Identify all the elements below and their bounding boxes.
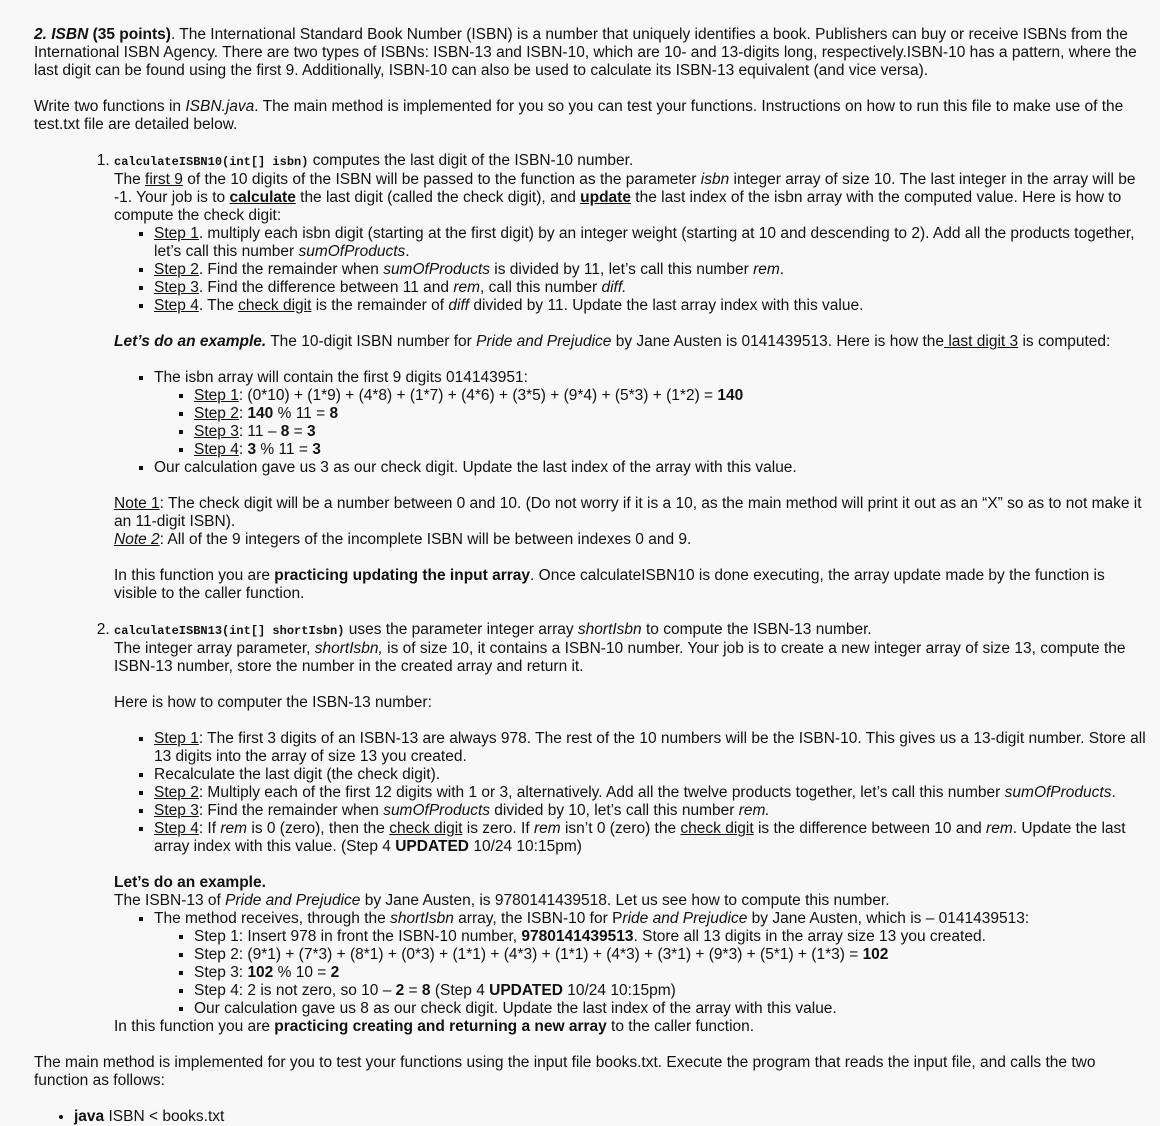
list-item: ▪ Step 2: Multiply each of the first 12 digits with 1 or 3, alternatively. Add all the twelve products together, let’s call this number sumOfProducts. — [154, 784, 1148, 802]
list-item: ▪ Step 4: 2 is not zero, so 10 – 2 = 8 (Step 4 UPDATED 10/24 10:15pm) — [194, 982, 1148, 1000]
points-label: (35 points) — [92, 26, 171, 43]
command-list — [34, 1108, 1148, 1126]
main-method-paragraph: The main method is implemented for you to test your functions using the input file books.txt. Execute the program that reads the input file, and calls the two function as follows: — [34, 1054, 1096, 1089]
list-item: ▪ The method receives, through the shortIsbn array, the ISBN-10 for Pride and Prejudice by Jane Austen, which is – 0141439513: ▪ Step 1: Insert 978 in front the ISBN-10 number, 9780141439513. Store all 13 digits in the array size 13 you created. ▪ Step 2: (9*1) + (7*3) + (8*1) + (0*3) + (1*1) + (4*3) + (1*1) + (4*3) + (3*1) + (9*3) + (5*1) + (1*3) = 102 ▪ Step 3: 102 % 10 = 2 ▪ Step 4: 2 is not zero, so 10 – 2 = 8 (Step 4 UPDATED 10/24 10:15pm) ▪ Our calculation gave us 8 as our check digit. Update the last index of the array with this value. — [154, 910, 1148, 1018]
function-signature: calculateISBN10(int[] isbn) — [114, 155, 309, 169]
note-2: Note 2: All of the 9 integers of the incomplete ISBN will be between indexes 0 and 9. — [114, 531, 692, 548]
write-paragraph: Write two functions in ISBN.java. The main method is implemented for you so you can test your functions. Instructions on how to run this file to make use of the test.txt file are detailed below. — [34, 98, 1124, 133]
list-item: ▪ Step 1: The first 3 digits of an ISBN-13 are always 978. The rest of the 10 numbers will be the ISBN-10. This gives us a 13-digit number. Store all 13 digits into the array of size 13 you created. — [154, 730, 1148, 766]
list-item: ▪ Step 2. Find the remainder when sumOfProducts is divided by 11, let’s call this number rem. — [154, 261, 1148, 279]
example-steps — [154, 387, 1148, 459]
note-1: Note 1: The check digit will be a number between 0 and 10. (Do not worry if it is a 10, as the main method will print it out as an “X” so as to not make it an 11-digit ISBN). — [114, 495, 1142, 530]
list-item: ▪ Step 2: 140 % 11 = 8 — [194, 405, 1148, 423]
function-item-isbn10: 1. calculateISBN10(int[] isbn) computes the last digit of the ISBN-10 number. The first 9 of the 10 digits of the ISBN will be passed to the function as the parameter isbn integer array of size 10. The last integer in the array will be -1. Your job is to calculate the last digit (called the check digit), and update the last index of the isbn array with the computed value. Here is how to compute the check digit: ▪ Step 1. multiply each isbn digit (starting at the first digit) by an integer weight (starting at 10 and descending to 2). Add all the products together, let’s call this number sumOfProducts. ▪ Step 2. Find the remainder when sumOfProducts is divided by 11, let’s call this number rem. ▪ Step 3. Find the difference between 11 and rem, call this number diff. ▪ Step 4. The check digit is the remainder of diff divided by 11. Update the last array index with this value. Let’s do an example. The 10-digit ISBN number for Pride and Prejudice by Jane Austen is 0141439513. Here is how the last digit 3 is computed: ▪ The isbn array will contain the first 9 digits 014143951: ▪ Step 1: (0*10) + (1*9) + (4*8) + (1*7) + (4*6) + (3*5) + (9*4) + (5*3) + (1*2) = 140 ▪ Step 2: 140 % 11 = 8 ▪ Step 3: 11 – 8 = 3 ▪ Step 4: 3 % 11 = 3 ▪ Our calculation gave us 3 as our check digit. Update the last index of the array with this value. Note 1: The check digit will be a number between 0 and 10. (Do not worry if it is a 10, as the main method will print it out as an “X” so as to not make it an 11-digit ISBN). Note 2: All of the 9 integers of the incomplete ISBN will be between indexes 0 and 9. In this function you are practicing updating the input array. Once calculateISBN10 is done executing, the array update made by the function is visible to the caller function. — [114, 152, 1148, 603]
practice-note: In this function you are practicing updating the input array. Once calculateISBN10 is done executing, the array update made by the function is visible to the caller function. — [114, 567, 1105, 602]
practice-note: In this function you are practicing creating and returning a new array to the caller function. — [114, 1018, 755, 1035]
command-item: • java ISBN < books.txt — [74, 1108, 1148, 1126]
list-item: ▪ Step 3: Find the remainder when sumOfProducts divided by 10, let’s call this number rem. — [154, 802, 1148, 820]
list-item: ▪ Step 1: (0*10) + (1*9) + (4*8) + (1*7) + (4*6) + (3*5) + (9*4) + (5*3) + (1*2) = 140 — [194, 387, 1148, 405]
function-item-isbn13: 2. calculateISBN13(int[] shortIsbn) uses the parameter integer array shortIsbn to compute the ISBN-13 number. The integer array parameter, shortIsbn, is of size 10, it contains a ISBN-10 number. Your job is to create a new integer array of size 13, compute the ISBN-13 number, store the number in the created array and return it. Here is how to computer the ISBN-13 number: ▪ Step 1: The first 3 digits of an ISBN-13 are always 978. The rest of the 10 numbers will be the ISBN-10. This gives us a 13-digit number. Store all 13 digits into the array of size 13 you created. ▪ Recalculate the last digit (the check digit). ▪ Step 2: Multiply each of the first 12 digits with 1 or 3, alternatively. Add all the twelve products together, let’s call this number sumOfProducts. ▪ Step 3: Find the remainder when sumOfProducts divided by 10, let’s call this number rem. ▪ Step 4: If rem is 0 (zero), then the check digit is zero. If rem isn’t 0 (zero) the check digit is the difference between 10 and rem. Update the last array index with this value. (Step 4 UPDATED 10/24 10:15pm) Let’s do an example. The ISBN-13 of Pride and Prejudice by Jane Austen, is 9780141439518. Let us see how to compute this number. ▪ The method receives, through the shortIsbn array, the ISBN-10 for Pride and Prejudice by Jane Austen, which is – 0141439513: ▪ Step 1: Insert 978 in front the ISBN-10 number, 9780141439513. Store all 13 digits in the array size 13 you created. ▪ Step 2: (9*1) + (7*3) + (8*1) + (0*3) + (1*1) + (4*3) + (1*1) + (4*3) + (3*1) + (9*3) + (5*1) + (1*3) = 102 ▪ Step 3: 102 % 10 = 2 ▪ Step 4: 2 is not zero, so 10 – 2 = 8 (Step 4 UPDATED 10/24 10:15pm) ▪ Our calculation gave us 8 as our check digit. Update the last index of the array with this value. In this function you are practicing creating and returning a new array to the caller function. — [114, 621, 1148, 1036]
list-item: ▪ The isbn array will contain the first 9 digits 014143951: ▪ Step 1: (0*10) + (1*9) + (4*8) + (1*7) + (4*6) + (3*5) + (9*4) + (5*3) + (1*2) = 140 ▪ Step 2: 140 % 11 = 8 ▪ Step 3: 11 – 8 = 3 ▪ Step 4: 3 % 11 = 3 — [154, 369, 1148, 459]
list-item: ▪ Step 3. Find the difference between 11 and rem, call this number diff. — [154, 279, 1148, 297]
example-steps — [154, 928, 1148, 1018]
list-item: ▪ Step 4. The check digit is the remainder of diff divided by 11. Update the last array index with this value. — [154, 297, 1148, 315]
list-item: ▪ Step 2: (9*1) + (7*3) + (8*1) + (0*3) + (1*1) + (4*3) + (1*1) + (4*3) + (3*1) + (9*3) + (5*1) + (1*3) = 102 — [194, 946, 1148, 964]
list-item: ▪ Step 3: 11 – 8 = 3 — [194, 423, 1148, 441]
step-list — [114, 730, 1148, 856]
example-list — [114, 369, 1148, 477]
list-item: ▪ Step 4: 3 % 11 = 3 — [194, 441, 1148, 459]
example-intro: Let’s do an example. The 10-digit ISBN number for Pride and Prejudice by Jane Austen is 0141439513. Here is how the last digit 3 is computed: — [114, 333, 1111, 350]
function-list — [34, 152, 1148, 1036]
file-name: ISBN.java — [185, 98, 255, 115]
list-item: ▪ Step 3: 102 % 10 = 2 — [194, 964, 1148, 982]
list-item: ▪ Step 1: Insert 978 in front the ISBN-10 number, 9780141439513. Store all 13 digits in the array size 13 you created. — [194, 928, 1148, 946]
list-item: ▪ Step 4: If rem is 0 (zero), then the check digit is zero. If rem isn’t 0 (zero) the check digit is the difference between 10 and rem. Update the last array index with this value. (Step 4 UPDATED 10/24 10:15pm) — [154, 820, 1148, 856]
section-heading: 2. ISBN — [34, 26, 89, 43]
intro-paragraph: 2. ISBN (35 points). The International Standard Book Number (ISBN) is a number that uniquely identifies a book. Publishers can buy or receive ISBNs from the International ISBN Agency. There are two types of ISBNs: ISBN-13 and ISBN-10, which are 10- and 13-digits long, respectively.ISBN-10 has a pattern, where the last digit can be found using the first 9. Additionally, ISBN-10 can also be used to calculate its ISBN-13 equivalent (and vice versa). — [34, 26, 1137, 79]
example-text: The ISBN-13 of Pride and Prejudice by Jane Austen, is 9780141439518. Let us see how to compute this number. — [114, 892, 890, 909]
how-to-heading: Here is how to computer the ISBN-13 number: — [114, 694, 432, 711]
step-list — [114, 225, 1148, 315]
example-intro: Let’s do an example. — [114, 874, 266, 891]
example-list — [114, 910, 1148, 1018]
function-signature: calculateISBN13(int[] shortIsbn) — [114, 624, 345, 638]
list-item: ▪ Recalculate the last digit (the check digit). — [154, 766, 1148, 784]
list-item: ▪ Step 1. multiply each isbn digit (starting at the first digit) by an integer weight (starting at 10 and descending to 2). Add all the products together, let’s call this number sumOfProducts. — [154, 225, 1148, 261]
list-item: ▪ Our calculation gave us 3 as our check digit. Update the last index of the array with this value. — [154, 459, 1148, 477]
list-item: ▪ Our calculation gave us 8 as our check digit. Update the last index of the array with this value. — [194, 1000, 1148, 1018]
